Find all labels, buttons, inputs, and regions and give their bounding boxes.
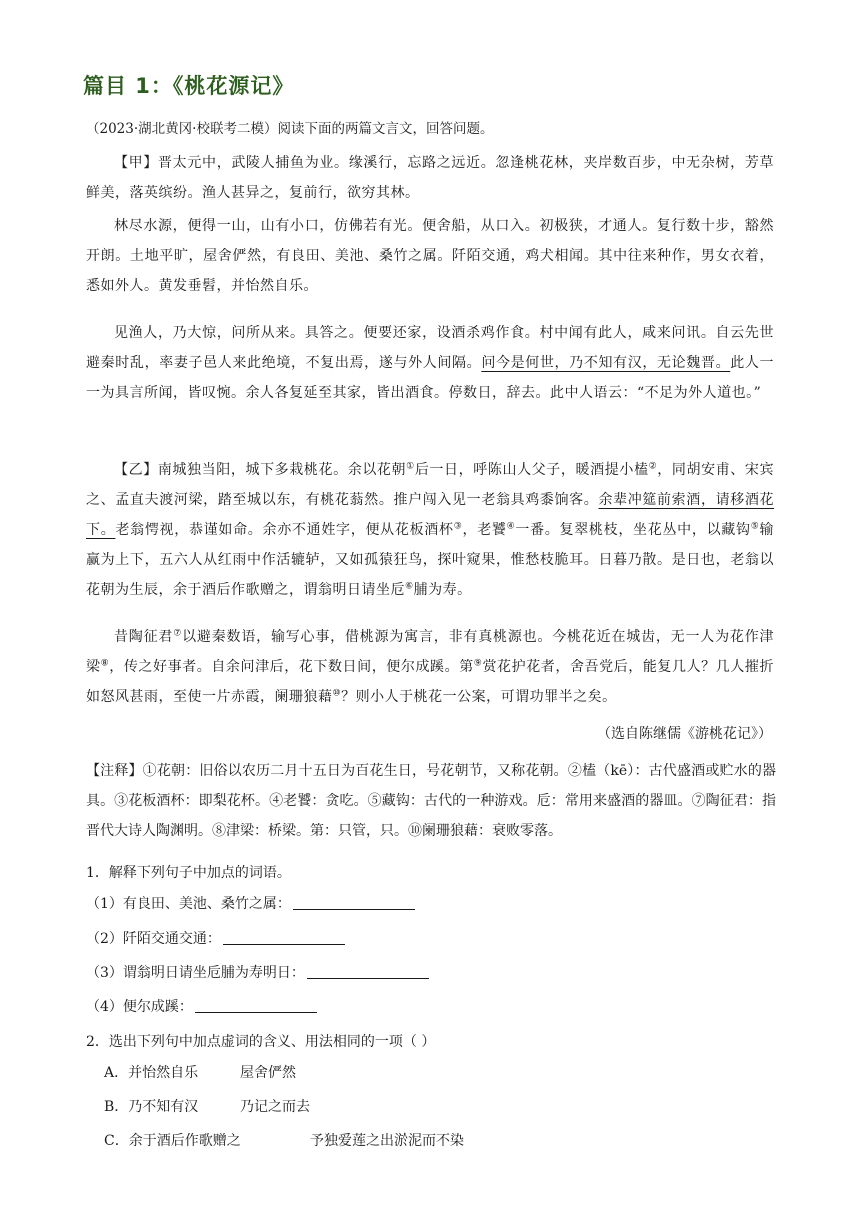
yi-paragraph-2 (86, 622, 774, 712)
yi-p1-text: ，老饕 (462, 522, 507, 538)
jia-paragraph-1: 【甲】晋太元中，武陵人捕鱼为业。缘溪行，忘路之远近。忽逢桃花林，夹岸数百步，中无杂树，芳草鲜美，落英缤纷。渔人甚异之，复前行，欲穷其林。 (86, 155, 774, 201)
jia-p3-underlined: 问今是何世，乃不知有汉，无论魏晋。 (481, 355, 731, 371)
jia-p3-text-a: 见渔人，乃大惊，问所从来。具答之。便要还家，设酒杀鸡作食。村中闻有此人，咸来问讯。自云先世避秦时乱，率妻子邑人来此绝境，不复出焉，遂与外人间隔。 (86, 325, 774, 371)
footnote-mark: ⑨ (473, 658, 483, 669)
question-1-item-1 (86, 893, 415, 913)
yi-p2-text: 昔陶征君 (114, 629, 174, 645)
footnote-mark: ① (406, 461, 415, 472)
answer-blank[interactable] (293, 895, 415, 910)
footnote-mark: ⑧ (100, 658, 110, 669)
option-right: 予独爱莲之出淤泥而不染 (310, 1133, 464, 1149)
yi-p1-text: 【乙】南城独当阳，城下多栽桃花。余以花朝 (114, 462, 407, 478)
yi-p2-text: 赏花护花者，舍吾党后，能复几人？几人摧折如怒风甚雨，至使一片赤霞，阑珊狼藉 (86, 659, 775, 705)
footnote-mark: ⑤ (750, 521, 760, 532)
answer-blank[interactable] (307, 964, 429, 979)
option-left: C．余于酒后作歌赠之 (104, 1133, 241, 1149)
source-reference: （选自陈继儒《游桃花记》） (597, 726, 772, 742)
item-label: （3）谓翁明日请坐卮脯为寿明日： (86, 965, 305, 981)
question-1: 1．解释下列句子中加点的词语。 (86, 865, 291, 881)
item-label: （1）有良田、美池、桑竹之属： (86, 896, 291, 912)
source-line: （2023·湖北黄冈·校联考二模）阅读下面的两篇文言文，回答问题。 (86, 121, 494, 137)
answer-blank[interactable] (195, 998, 317, 1013)
footnote-mark: ② (648, 461, 658, 472)
question-1-item-4 (86, 996, 317, 1016)
jia-paragraph-2: 林尽水源，便得一山，山有小口，仿佛若有光。便舍船，从口入。初极狭，才通人。复行数十步，豁然开朗。土地平旷，屋舍俨然，有良田、美池、桑竹之属。阡陌交通，鸡犬相闻。其中往来种作，男女衣着，悉如外人。黄发垂髫，并怡然自乐。 (86, 218, 774, 294)
jia-p3-text-b: 此人一一为具言所闻，皆叹惋。余人各复延至其家，皆出酒食。停数日，辞去。此中人语云：“不足为外人道也。” (86, 355, 775, 401)
item-label: （4）便尔成蹊： (86, 999, 193, 1015)
yi-p1-text: ，同胡安甫、宋宾之、孟直夫渡河梁，踏至城以东，有桃花蓊然。推户闯入见一老翁具鸡黍饷客。 (86, 462, 775, 508)
yi-p1-text: 老翁愕视，恭谨如命。余亦不通姓字，便从花板酒杯 (115, 522, 454, 538)
footnote-mark: ⑩ (332, 688, 342, 699)
yi-p1-text: 后一日，呼陈山人父子，暖酒提小榼 (414, 462, 649, 478)
answer-blank[interactable] (223, 930, 345, 945)
yi-p2-text: ，传之好事者。自余问津后，花下数日间，便尔成蹊。第 (109, 659, 474, 675)
option-left: A．并怡然自乐 (104, 1065, 199, 1081)
option-right: 屋舍俨然 (240, 1065, 296, 1081)
option-left: B．乃不知有汉 (104, 1099, 199, 1115)
yi-p1-text: 输赢为上下，五六人从红雨中作活辘轳，又如孤猿狂鸟，探叶窥果，惟愁枝脆耳。日暮乃散。是日也，老翁以花朝为生辰，余于酒后作歌赠之，谓翁明日请坐卮 (86, 522, 774, 598)
annotations: 【注释】①花朝：旧俗以农历二月十五日为百花生日，号花朝节，又称花朝。②榼（kē）：古代盛酒或贮水的器具。③花板酒杯：即梨花杯。④老饕：贪吃。⑤藏钩：古代的一种游戏。卮：常用来盛酒的器皿。⑦陶征君：指晋代大诗人陶渊明。⑧津梁：桥梁。第：只管，只。⑩阑珊狼藉：衰败零落。 (86, 763, 776, 839)
item-label: （2）阡陌交通交通： (86, 931, 221, 947)
footnote-mark: ③ (453, 521, 463, 532)
yi-p2-text: 以避秦数语，输写心事，借桃源为寓言，非有真桃源也。今桃花近在城齿，无一人为花作津梁 (86, 629, 775, 675)
jia-paragraph-3 (86, 318, 774, 408)
footnote-mark: ⑥ (405, 581, 414, 592)
question-2: 2．选出下列句中加点虚词的含义、用法相同的一项（ ） (86, 1034, 436, 1050)
option-a[interactable] (104, 1062, 296, 1082)
footnote-mark: ④ (506, 521, 516, 532)
yi-p1-text: 脯为寿。 (413, 582, 472, 598)
option-b[interactable] (104, 1096, 310, 1116)
footnote-mark: ⑦ (173, 628, 183, 639)
yi-paragraph-1 (86, 455, 774, 605)
yi-p1-underlined: 余辈冲筵前索酒，请移酒花下。 (86, 492, 775, 538)
question-1-item-3 (86, 962, 429, 982)
yi-p2-text: ？则小人于桃花一公案，可谓功罪半之矣。 (341, 689, 617, 705)
section-title: 篇目 1：《桃花源记》 (83, 74, 295, 98)
yi-p1-text: 一番。复翠桃枝，坐花丛中，以藏钩 (515, 522, 751, 538)
option-c[interactable] (104, 1130, 464, 1150)
question-1-item-2 (86, 928, 345, 948)
option-right: 乃记之而去 (240, 1099, 310, 1115)
